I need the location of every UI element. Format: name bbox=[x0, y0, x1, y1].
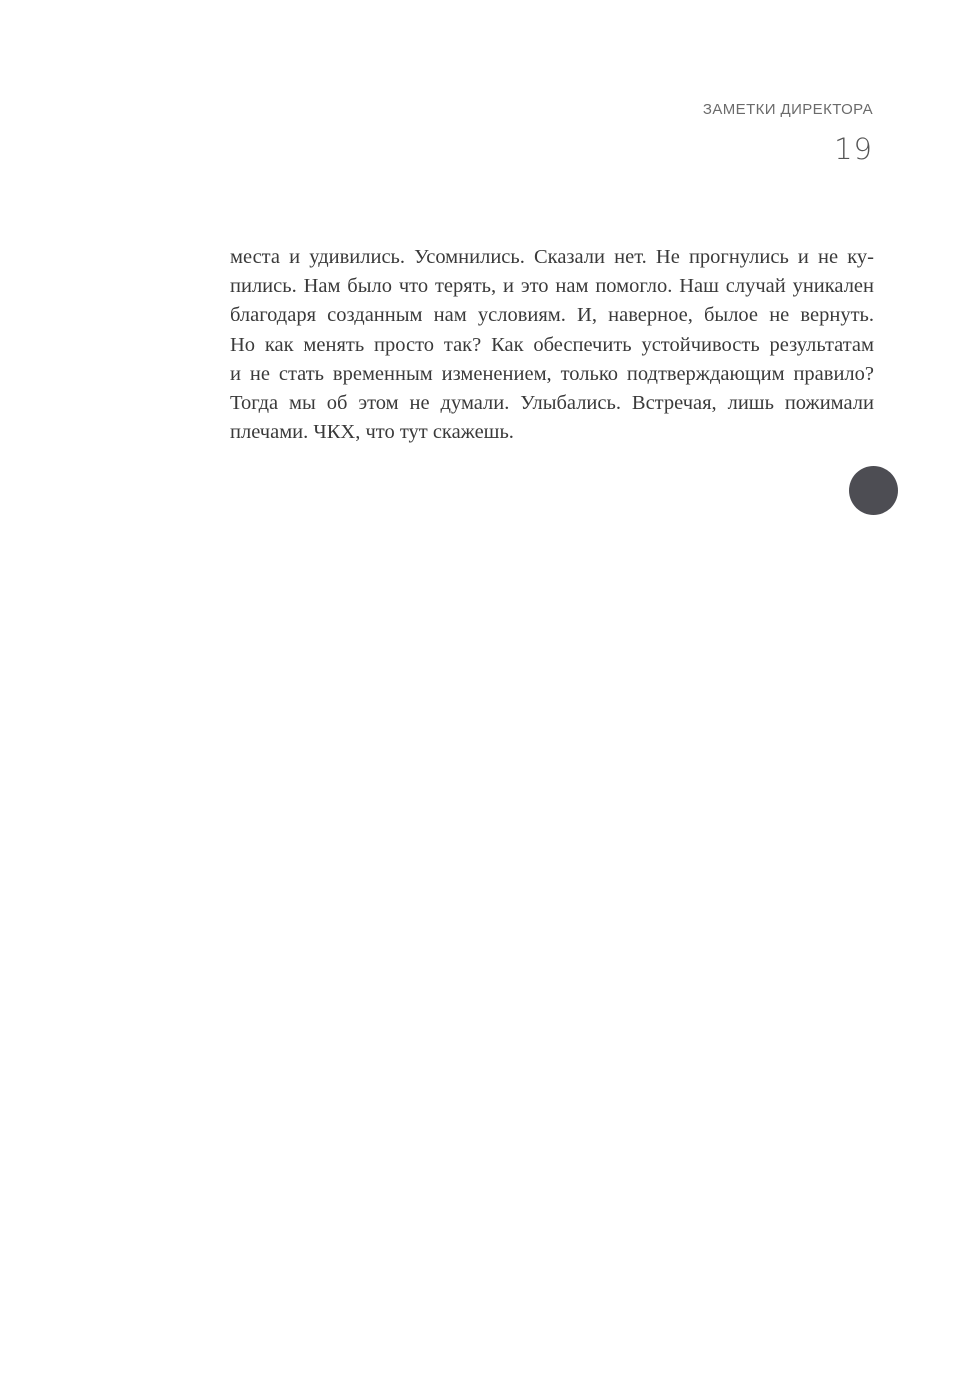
page-number: 19 bbox=[834, 132, 873, 166]
section-end-dot-icon bbox=[849, 466, 898, 515]
text-line: Но как менять просто так? Как обеспечить устойчивость результатам bbox=[230, 333, 874, 356]
text-line: пились. Нам было что терять, и это нам помогло. Наш случай уникален bbox=[230, 275, 874, 298]
text-line: места и удивились. Усомнились. Сказали нет. Не прогнулись и не ку- bbox=[230, 246, 874, 268]
text-line: Тогда мы об этом не думали. Улыбались. Встречая, лишь пожимали bbox=[230, 392, 874, 415]
body-paragraph bbox=[230, 243, 874, 447]
text-line: и не стать временным изменением, только подтверждающим правило? bbox=[230, 362, 874, 385]
text-line: плечами. ЧКХ, что тут скажешь. bbox=[230, 421, 514, 444]
running-title: ЗАМЕТКИ ДИРЕКТОРА bbox=[702, 101, 873, 118]
text-line: благодаря созданным нам условиям. И, наверное, былое не вернуть. bbox=[230, 304, 874, 327]
